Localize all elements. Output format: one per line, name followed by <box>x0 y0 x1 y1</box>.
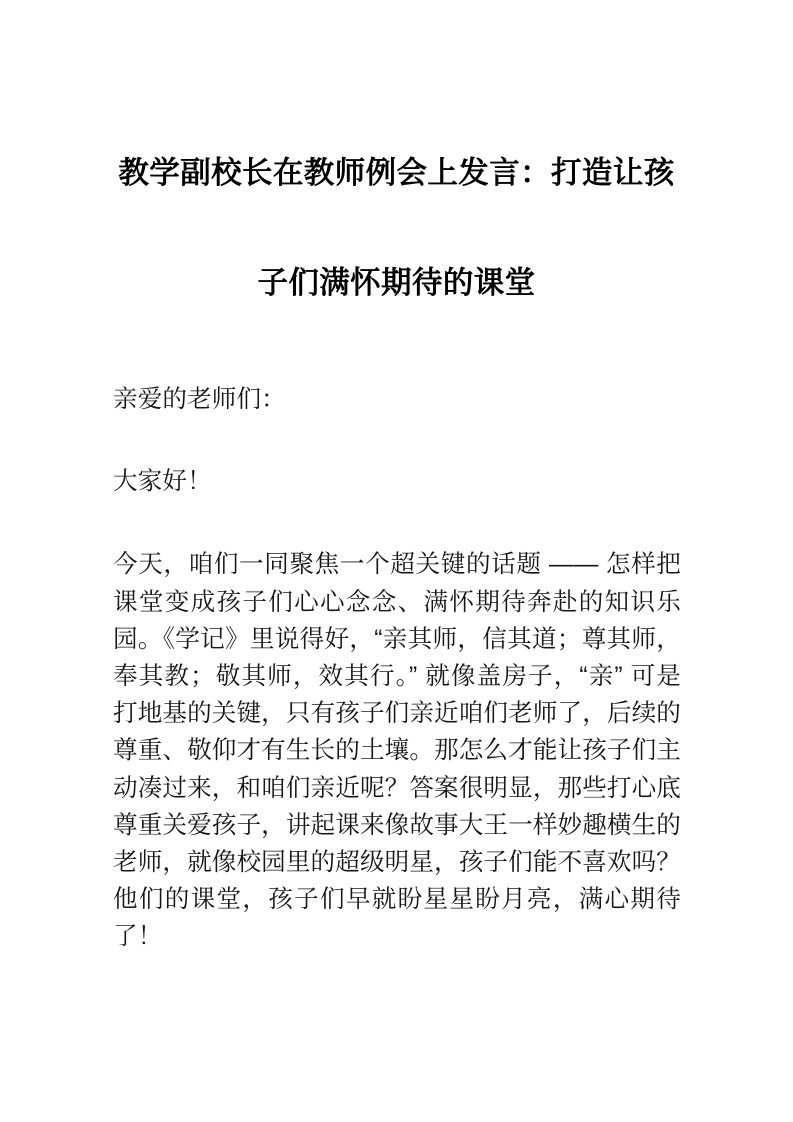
document-body <box>113 381 681 956</box>
body-paragraph-1: 今天，咱们一同聚焦一个超关键的话题 —— 怎样把课堂变成孩子们心心念念、满怀期待奔赴的知识乐园。《学记》里说得好，“亲其师，信其道；尊其师，奉其教；敬其师，效其行。” 就像盖房子，“亲” 可是打地基的关键，只有孩子们亲近咱们老师了，后续的尊重、敬仰才有生长的土壤。那怎么才能让孩子们主动凑过来，和咱们亲近呢？答案很明显，那些打心底尊重关爱孩子，讲起课来像故事大王一样妙趣横生的老师，就像校园里的超级明星，孩子们能不喜欢吗？他们的课堂，孩子们早就盼星星盼月亮，满心期待了！ <box>113 551 681 951</box>
title-line-2: 子们满怀期待的课堂 <box>257 266 536 300</box>
greeting: 大家好！ <box>113 468 212 496</box>
title-line-1: 教学副校长在教师例会上发言：打造让孩 <box>118 156 675 190</box>
page-title <box>106 118 687 338</box>
salutation: 亲爱的老师们： <box>113 386 286 413</box>
